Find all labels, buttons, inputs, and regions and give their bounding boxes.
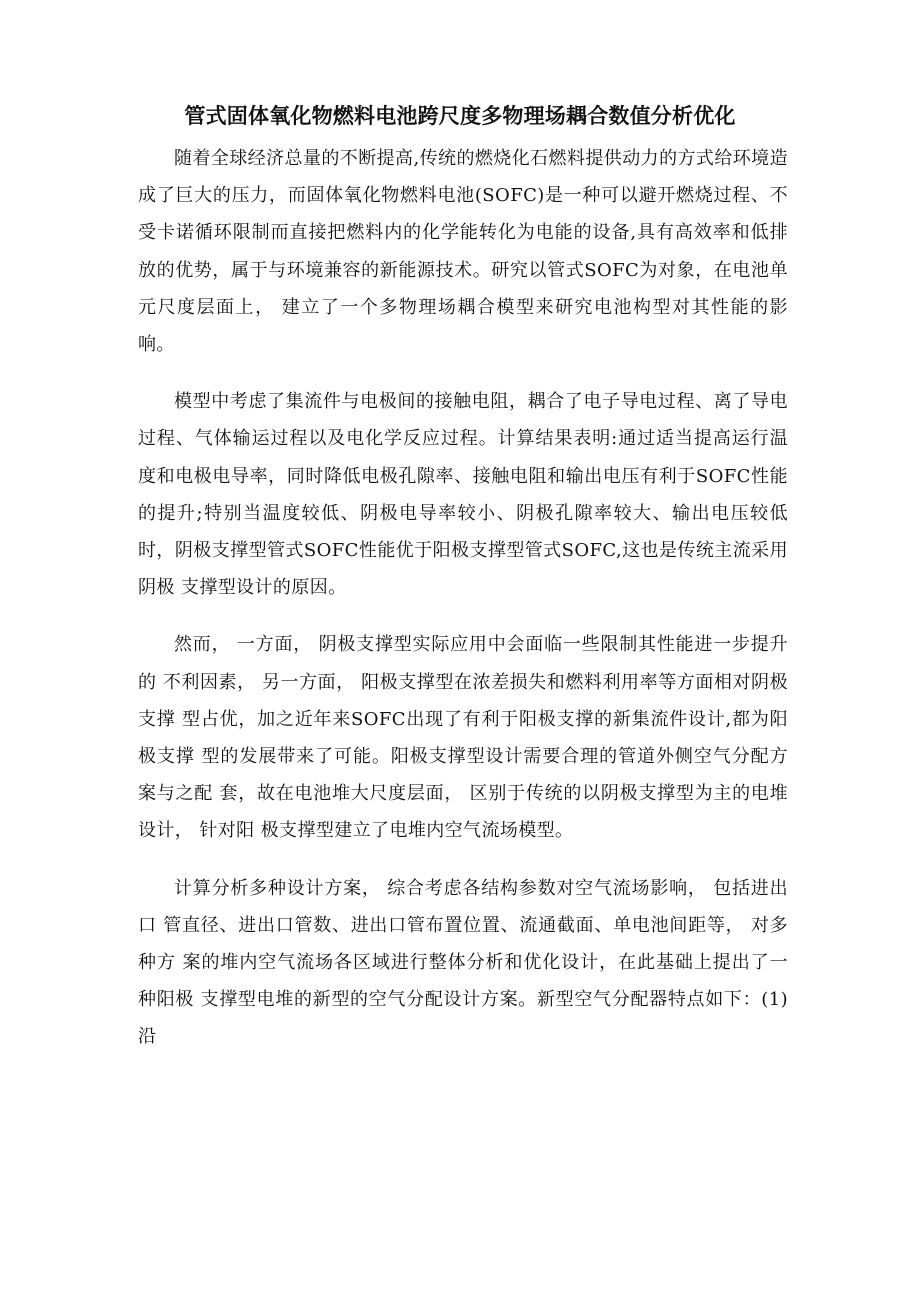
document-body [138, 140, 788, 1076]
paragraph-2: 模型中考虑了集流件与电极间的接触电阻，耦合了电子导电过程、离了导电过程、气体输运过程以及电化学反应过程。计算结果表明:通过适当提高运行温度和电极电导率，同时降低电极孔隙率、接触电阻和输出电压有利于SOFC性能的提升;特别当温度较低、阴极电导率较小、阴极孔隙率较大、输出电压较低时，阴极支撑型管式SOFC性能优于阳极支撑型管式SOFC,这也是传统主流采用阴极 支撑型设计的原因。 [138, 391, 788, 599]
paragraph-1: 随着全球经济总量的不断提高,传统的燃烧化石燃料提供动力的方式给环境造成了巨大的压力，而固体氧化物燃料电池(SOFC)是一种可以避开燃烧过程、不受卡诺循环限制而直接把燃料内的化学能转化为电能的设备,具有高效率和低排放的优势，属于与环境兼容的新能源技术。研究以管式SOFC为对象，在电池单元尺度层面上， 建立了一个多物理场耦合模型来研究电池构型对其性能的影响。 [138, 148, 788, 356]
document-title: 管式固体氧化物燃料电池跨尺度多物理场耦合数值分析优化 [184, 104, 736, 128]
paragraph-4: 计算分析多种设计方案， 综合考虑各结构参数对空气流场影响， 包括进出口 管直径、进出口管数、进出口管布置位置、流通截面、单电池间距等， 对多种方 案的堆内空气流场各区域进行整体分析和优化设计，在此基础上提出了一种阳极 支撑型电堆的新型的空气分配设计方案。新型空气分配器特点如下：(1)沿 [138, 877, 788, 1048]
paragraph-3: 然而， 一方面， 阴极支撑型实际应用中会面临一些限制其性能进一步提升的 不利因素， 另一方面， 阳极支撑型在浓差损失和燃料利用率等方面相对阴极支撑 型占优，加之近年来SOFC出现了有利于阳极支撑的新集流件设计,都为阳极支撑 型的发展带来了可能。阳极支撑型设计需要合理的管道外侧空气分配方案与之配 套，故在电池堆大尺度层面， 区别于传统的以阴极支撑型为主的电堆设计， 针对阳 极支撑型建立了电堆内空气流场模型。 [138, 634, 788, 842]
